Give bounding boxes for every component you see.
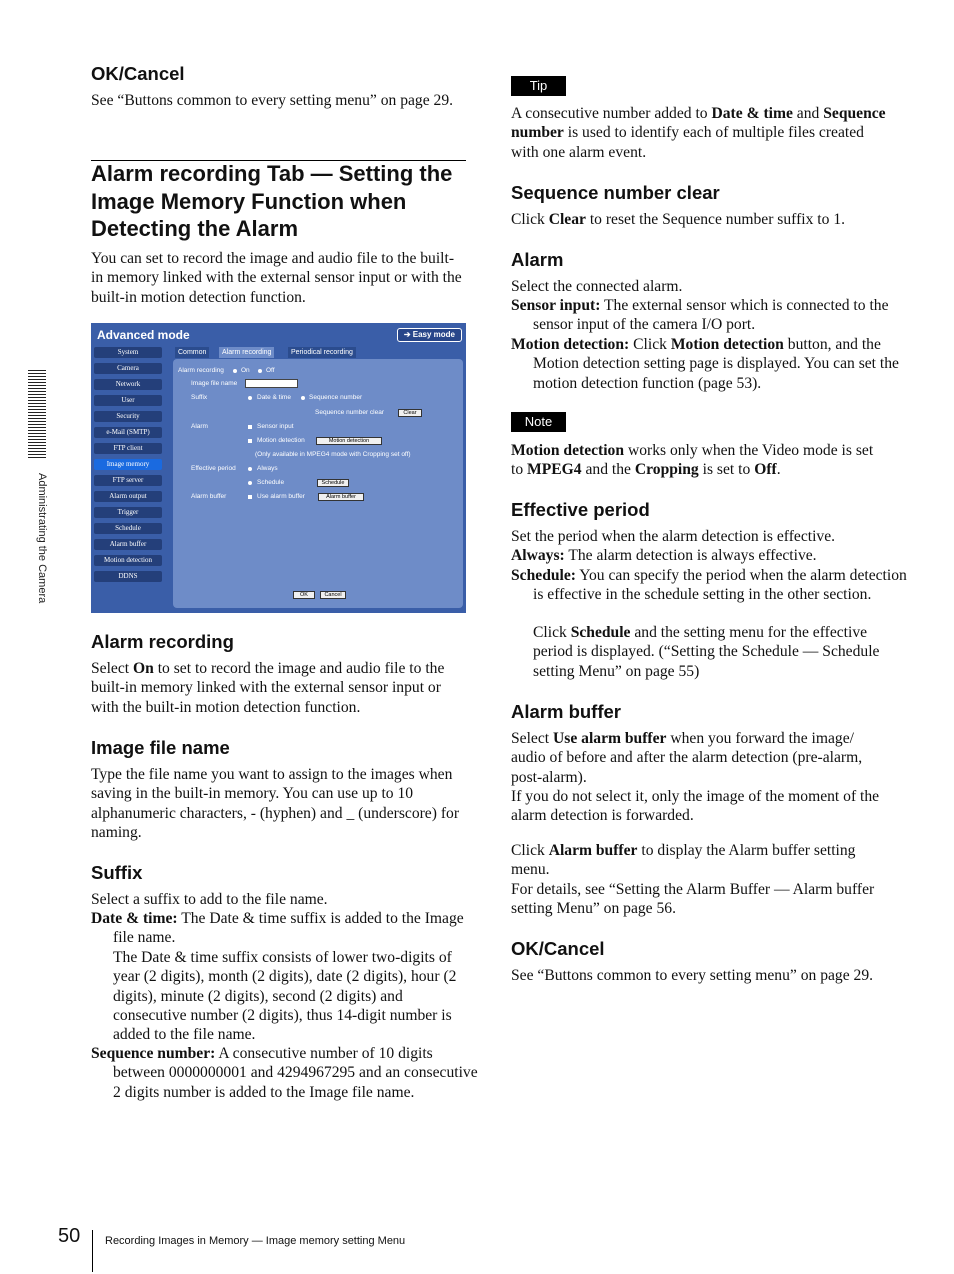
motion-detection-label: Motion detection (257, 437, 305, 444)
menu-item-user[interactable]: User (94, 395, 162, 406)
date-time-label: Date & time (257, 394, 291, 401)
suffix-intro: Select a suffix to add to the file name. (91, 891, 328, 908)
suffix-date-detail: The Date & time suffix consists of lower two-digits of year (2 digits), month (2 digits), date (2 digits), hour (2 digits), minute (2 digits), second (2 digits) and consecutive number (2 digits), thus 14-digit number is added to the file name. (113, 949, 457, 1044)
tip-text: A consecutive number added to Date & time and Sequence number is used to identify each of multiple files created with one alarm event. (511, 105, 886, 161)
effective-period-always: Always: The alarm detection is always effective. (511, 547, 817, 564)
sensor-input-label: Sensor input (257, 423, 294, 430)
menu-item-ddns[interactable]: DDNS (94, 571, 162, 582)
alarm-recording-off-radio[interactable] (258, 369, 262, 373)
section-intro: You can set to record the image and audio file to the built-in memory linked with the external sensor input or with the built-in motion detection function. (91, 250, 462, 306)
sequence-number-label: Sequence number (309, 394, 363, 401)
alarm-label: Alarm (191, 423, 208, 430)
sequence-number-clear-label: Sequence number clear (315, 409, 385, 416)
alarm-buffer-details: For details, see “Setting the Alarm Buffer — Alarm buffer setting Menu” on page 56. (511, 881, 875, 918)
settings-menu (94, 347, 162, 587)
mpeg4-note: (Only available in MPEG4 mode with Cropping set off) (255, 451, 411, 458)
menu-item-system[interactable]: System (94, 347, 162, 358)
sensor-input-checkbox[interactable] (248, 425, 252, 429)
effective-period-label: Effective period (191, 465, 236, 472)
always-radio[interactable] (248, 467, 252, 471)
ok-cancel-bottom-text: See “Buttons common to every setting menu” on page 29. (511, 967, 874, 984)
menu-item-motion-detection[interactable]: Motion detection (94, 555, 162, 566)
alarm-recording-panel (173, 359, 463, 608)
menu-item-alarm-buffer[interactable]: Alarm buffer (94, 539, 162, 550)
alarm-buffer-not-selected: If you do not select it, only the image of the moment of the alarm detection is forwarded. (511, 788, 880, 825)
section-title: Alarm recording Tab — Setting the Image Memory Function when Detecting the Alarm (91, 161, 453, 241)
suffix-date-time: Date & time: The Date & time suffix is added to the Image file name. (91, 910, 464, 947)
alarm-recording-on-label: On (241, 367, 250, 374)
menu-item-ftp-server[interactable]: FTP server (94, 475, 162, 486)
alarm-recording-text: Select On to set to record the image and audio file to the built-in memory linked with the external sensor input or with the built-in motion detection function. (91, 660, 445, 716)
effective-period-heading: Effective period (511, 499, 650, 520)
image-file-name-text: Type the file name you want to assign to the images when saving in the built-in memory. You can use up to 10 alphanumeric characters, - (hyphen) and _ (underscore) for naming. (91, 766, 460, 841)
alarm-recording-heading: Alarm recording (91, 631, 234, 652)
section-tab-marker (28, 370, 46, 458)
suffix-label: Suffix (191, 394, 208, 401)
alarm-recording-on-radio[interactable] (233, 369, 237, 373)
sequence-number-clear-heading: Sequence number clear (511, 182, 720, 203)
sequence-number-clear-text: Click Clear to reset the Sequence number suffix to 1. (511, 211, 846, 228)
sequence-number-radio[interactable] (301, 396, 305, 400)
tab-common[interactable]: Common (175, 347, 209, 358)
image-file-name-input[interactable] (245, 379, 298, 388)
menu-item-camera[interactable]: Camera (94, 363, 162, 374)
ok-button[interactable]: OK (293, 591, 315, 599)
section-side-label: Administrating the Camera (36, 473, 48, 604)
alarm-motion-detection: Motion detection: Click Motion detection button, and the Motion detection setting page is displayed. You can set the motion detection function (page 53). (511, 336, 899, 392)
footer-divider (92, 1230, 93, 1272)
suffix-sequence-number: Sequence number: A consecutive number of 10 digits between 0000000001 and 4294967295 and an consecutive 2 digits number is added to the Image file name. (91, 1045, 478, 1101)
tip-badge: Tip (511, 76, 566, 96)
alarm-sensor-input: Sensor input: The external sensor which is connected to the sensor input of the camera I/O port. (511, 297, 889, 334)
alarm-recording-off-label: Off (266, 367, 275, 374)
tab-periodical-recording[interactable]: Periodical recording (288, 347, 356, 358)
schedule-button[interactable]: Schedule (317, 479, 349, 487)
schedule-radio[interactable] (248, 481, 252, 485)
ok-cancel-text: See “Buttons common to every setting menu” on page 29. (91, 92, 454, 109)
alarm-intro: Select the connected alarm. (511, 278, 683, 295)
menu-item-email[interactable]: e-Mail (SMTP) (94, 427, 162, 438)
menu-item-image-memory[interactable]: Image memory (94, 459, 162, 470)
alarm-buffer-click: Click Alarm buffer to display the Alarm buffer setting menu. (511, 842, 856, 879)
alarm-buffer-select: Select Use alarm buffer when you forward the image/ audio of before and after the alarm detection (pre-alarm, post-alarm). (511, 730, 863, 786)
tab-alarm-recording[interactable]: Alarm recording (219, 347, 274, 358)
effective-period-click-schedule: Click Schedule and the setting menu for the effective period is displayed. (“Setting the Schedule — Schedule setting Menu” on page 55) (533, 624, 880, 680)
alarm-buffer-label: Alarm buffer (191, 493, 227, 500)
always-label: Always (257, 465, 278, 472)
alarm-buffer-heading: Alarm buffer (511, 701, 621, 722)
menu-item-security[interactable]: Security (94, 411, 162, 422)
effective-period-schedule: Schedule: You can specify the period when the alarm detection is effective in the schedule setting in the other section. (511, 567, 907, 604)
menu-item-ftp-client[interactable]: FTP client (94, 443, 162, 454)
effective-period-intro: Set the period when the alarm detection is effective. (511, 528, 836, 545)
menu-item-trigger[interactable]: Trigger (94, 507, 162, 518)
use-alarm-buffer-checkbox[interactable] (248, 495, 252, 499)
menu-item-schedule[interactable]: Schedule (94, 523, 162, 534)
date-time-radio[interactable] (248, 396, 252, 400)
alarm-recording-label: Alarm recording (178, 367, 224, 374)
note-badge: Note (511, 412, 566, 432)
schedule-label: Schedule (257, 479, 285, 486)
alarm-buffer-button[interactable]: Alarm buffer (318, 493, 364, 501)
ok-cancel-bottom-heading: OK/Cancel (511, 938, 605, 959)
cancel-button[interactable]: Cancel (320, 591, 346, 599)
page-number: 50 (58, 1225, 81, 1247)
suffix-heading: Suffix (91, 862, 143, 883)
use-alarm-buffer-label: Use alarm buffer (257, 493, 305, 500)
alarm-recording-screenshot (91, 323, 466, 613)
footer-running-title: Recording Images in Memory — Image memory setting Menu (105, 1235, 406, 1247)
ok-cancel-heading: OK/Cancel (91, 63, 185, 84)
motion-detection-button[interactable]: Motion detection (316, 437, 382, 445)
image-file-name-heading: Image file name (91, 737, 230, 758)
note-text: Motion detection works only when the Video mode is set to MPEG4 and the Cropping is set to Off. (511, 442, 874, 479)
easy-mode-button[interactable]: ➔ Easy mode (397, 328, 462, 342)
advanced-mode-title: Advanced mode (97, 328, 190, 342)
alarm-heading: Alarm (511, 249, 564, 270)
menu-item-network[interactable]: Network (94, 379, 162, 390)
image-file-name-label: Image file name (191, 380, 238, 387)
menu-item-alarm-output[interactable]: Alarm output (94, 491, 162, 502)
clear-button[interactable]: Clear (398, 409, 422, 417)
motion-detection-checkbox[interactable] (248, 439, 252, 443)
arrow-right-icon: ➔ (403, 330, 411, 339)
